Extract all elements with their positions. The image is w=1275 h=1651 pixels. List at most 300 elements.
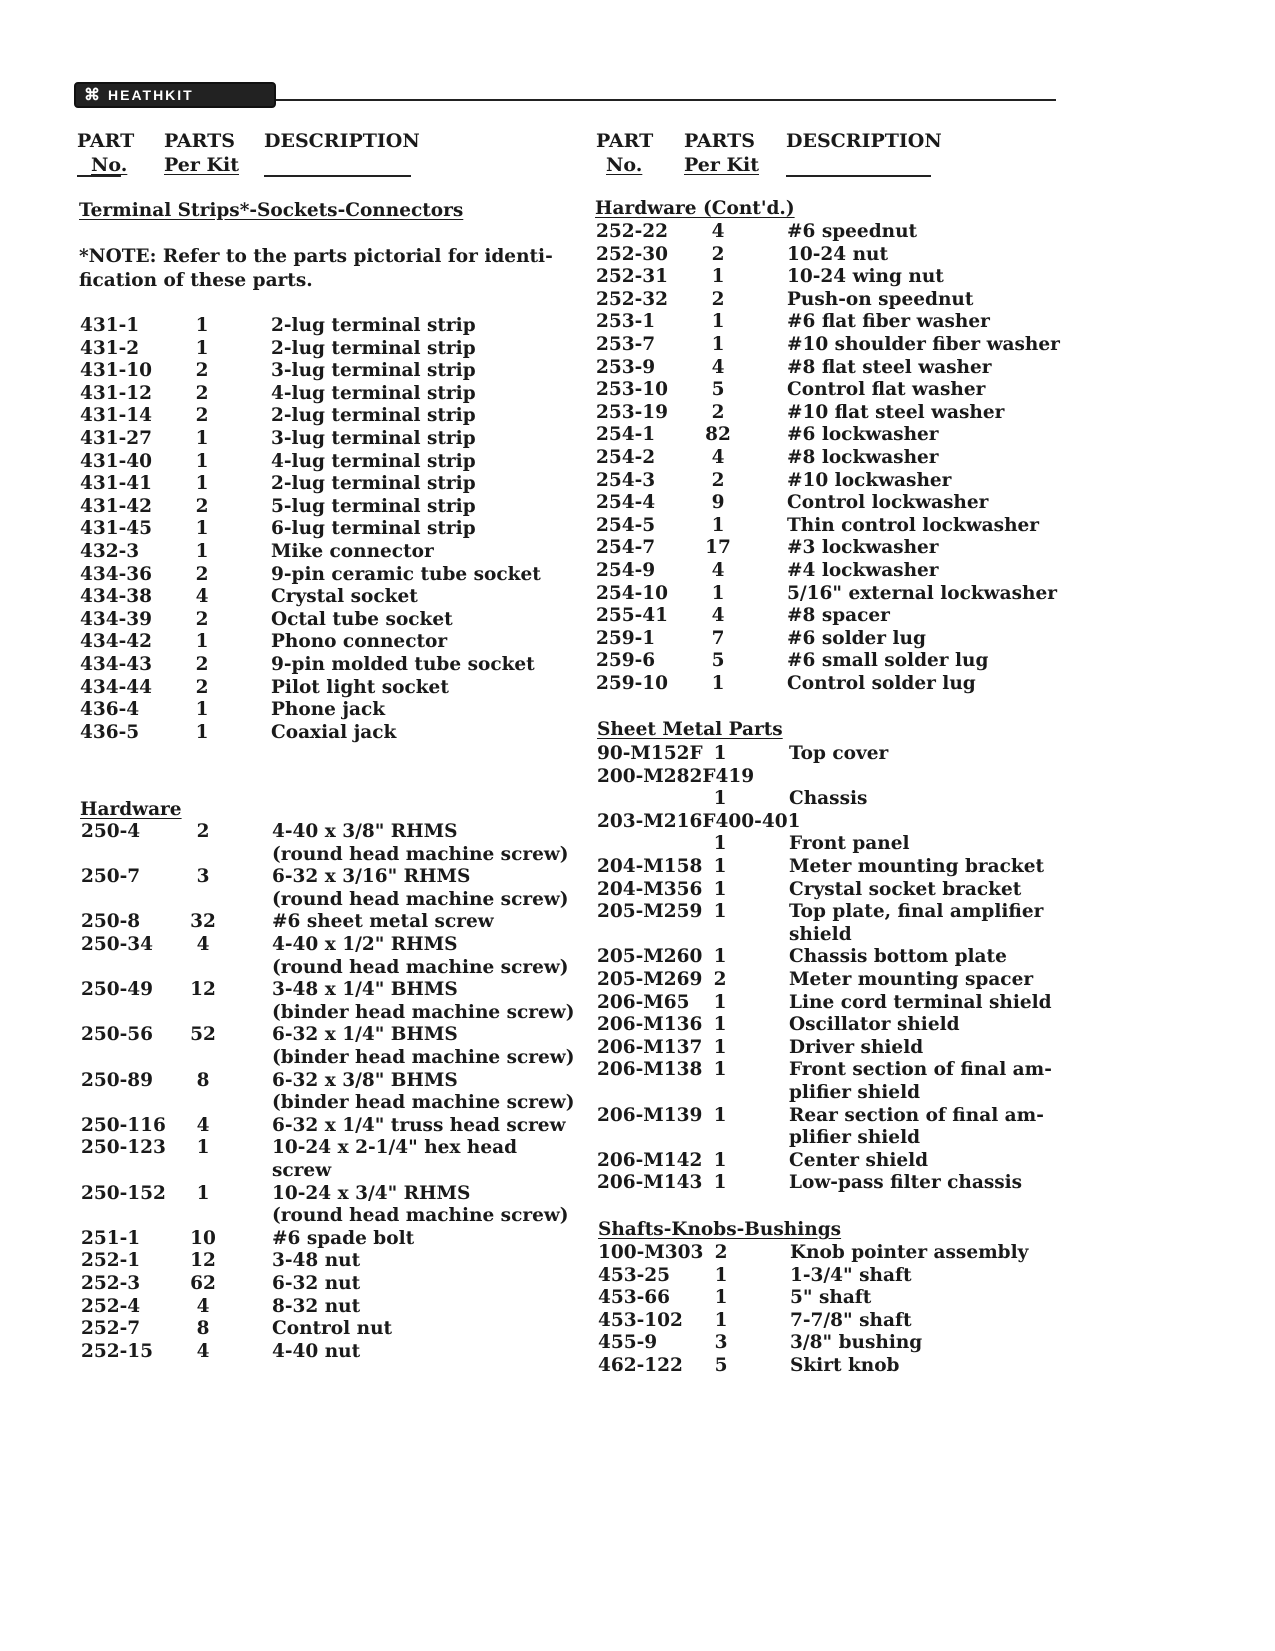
part-description <box>271 451 476 474</box>
header-no-label: No. <box>91 154 128 176</box>
header-parts-per-kit <box>164 129 239 177</box>
part-number: 200-M282F419 <box>597 765 755 787</box>
description-line: 9-pin molded tube socket <box>271 654 535 675</box>
part-description <box>789 1037 923 1060</box>
description-line: 3-lug terminal strip <box>271 360 476 382</box>
description-line: 5-lug terminal strip <box>271 495 476 517</box>
parts-per-kit: 82 <box>705 424 731 446</box>
parts-per-kit: 1 <box>713 1104 727 1126</box>
identification-note <box>79 245 559 293</box>
part-description <box>789 856 1044 879</box>
part-description <box>789 992 1052 1015</box>
description-line: #10 shoulder fiber washer <box>787 334 1060 355</box>
part-number: 253-1 <box>596 311 656 333</box>
parts-per-kit: 4 <box>711 221 725 242</box>
part-description <box>790 1287 871 1310</box>
description-line: plifier shield <box>789 1127 921 1149</box>
description-line: (binder head machine screw) <box>272 1046 575 1068</box>
part-description <box>787 424 939 447</box>
parts-per-kit: 2 <box>711 469 725 491</box>
part-description <box>271 586 418 609</box>
description-line: Chassis bottom plate <box>789 946 1007 968</box>
parts-per-kit: 1 <box>714 1309 728 1331</box>
header-description <box>264 129 420 177</box>
part-description <box>787 650 988 673</box>
part-description <box>790 1310 912 1333</box>
part-number: 203-M216F400-401 <box>597 810 801 832</box>
part-number: 253-10 <box>596 379 669 401</box>
description-line: 1-3/4" shaft <box>790 1264 912 1286</box>
parts-per-kit: 1 <box>713 1036 727 1058</box>
part-description <box>271 541 434 564</box>
part-description <box>789 1172 1022 1195</box>
part-description <box>789 1150 928 1173</box>
parts-per-kit: 1 <box>713 833 727 855</box>
part-description <box>272 979 575 1024</box>
description-line: 7-7/8" shaft <box>790 1309 912 1331</box>
part-description <box>789 833 910 856</box>
parts-per-kit: 1 <box>713 1149 727 1171</box>
description-line: 5/16" external lockwasher <box>787 582 1057 604</box>
part-number: 462-122 <box>598 1355 683 1376</box>
parts-per-kit: 1 <box>713 878 727 900</box>
description-line: #6 sheet metal screw <box>272 911 494 933</box>
description-line: 3/8" bushing <box>790 1332 923 1354</box>
part-number: 250-8 <box>81 911 141 933</box>
parts-per-kit: 7 <box>711 627 725 649</box>
description-line: 9-pin ceramic tube socket <box>271 563 541 585</box>
parts-per-kit: 2 <box>711 288 725 310</box>
part-number: 252-22 <box>596 221 669 242</box>
part-number: 205-M269 <box>597 969 703 990</box>
parts-per-kit: 1 <box>195 428 209 449</box>
description-line: Line cord terminal shield <box>789 991 1052 1013</box>
part-number: 254-7 <box>596 537 656 559</box>
part-number: 254-1 <box>596 424 656 446</box>
parts-per-kit: 4 <box>196 934 210 955</box>
part-description <box>790 1332 922 1355</box>
part-description <box>271 654 535 677</box>
description-line: 3-lug terminal strip <box>271 428 476 449</box>
description-line: #6 solder lug <box>787 627 926 649</box>
part-description <box>272 1024 575 1069</box>
description-line: 6-32 nut <box>272 1273 361 1294</box>
parts-per-kit: 32 <box>190 911 216 933</box>
part-description <box>789 1014 960 1037</box>
part-description <box>790 1242 1028 1265</box>
part-description <box>271 383 476 406</box>
part-number: 90-M152F <box>597 743 703 764</box>
part-number: 206-M137 <box>597 1036 703 1058</box>
parts-per-kit: 1 <box>713 991 727 1013</box>
parts-per-kit: 52 <box>190 1024 216 1046</box>
part-description <box>271 496 476 519</box>
parts-per-kit: 4 <box>711 356 725 378</box>
part-description <box>272 1296 360 1319</box>
part-number: 252-7 <box>81 1318 141 1340</box>
header-underline <box>786 175 931 177</box>
part-number: 250-56 <box>81 1024 154 1046</box>
description-line: (round head machine screw) <box>272 888 569 910</box>
description-line: Chassis <box>789 788 868 810</box>
parts-per-kit: 2 <box>195 382 209 404</box>
description-line: Push-on speednut <box>787 288 974 310</box>
parts-per-kit: 1 <box>711 266 725 288</box>
parts-per-kit: 1 <box>711 334 725 355</box>
part-number: 250-123 <box>81 1137 166 1159</box>
part-description <box>789 879 1021 902</box>
part-description <box>789 788 867 811</box>
description-line: Phone jack <box>271 699 386 721</box>
part-number: 253-7 <box>596 334 656 355</box>
part-number: 432-3 <box>80 541 140 562</box>
section-title-hardware-contd: Hardware (Cont'd.) <box>595 198 795 219</box>
part-description <box>787 244 888 267</box>
part-number: 259-10 <box>596 673 669 694</box>
parts-per-kit: 1 <box>195 315 209 336</box>
parts-per-kit: 1 <box>195 631 209 653</box>
description-line: Front panel <box>789 833 910 855</box>
part-number: 254-2 <box>596 447 656 468</box>
part-description <box>271 564 541 587</box>
description-line: 6-lug terminal strip <box>271 518 476 540</box>
part-description <box>789 946 1007 969</box>
description-line: 6-32 x 3/16" RHMS <box>272 866 471 888</box>
part-number: 250-89 <box>81 1069 154 1091</box>
parts-per-kit: 1 <box>713 946 727 968</box>
part-description <box>272 1228 414 1251</box>
description-line: Control solder lug <box>787 673 976 694</box>
part-description <box>789 1059 1052 1104</box>
part-description <box>787 628 926 651</box>
description-line: 3-48 nut <box>272 1250 361 1272</box>
description-line: 3-48 x 1/4" BHMS <box>272 979 458 1001</box>
header-parts-per-kit-right <box>684 129 759 177</box>
part-description <box>787 402 1004 425</box>
part-number: 434-38 <box>80 586 153 608</box>
part-number: 250-116 <box>81 1114 166 1136</box>
part-description <box>271 631 447 654</box>
part-description <box>789 969 1033 992</box>
parts-per-kit: 4 <box>196 1114 210 1136</box>
description-line: Phono connector <box>271 631 448 653</box>
part-number: 431-10 <box>80 360 153 382</box>
header-part-label: PART <box>596 130 654 152</box>
part-description <box>271 315 476 338</box>
parts-per-kit: 62 <box>190 1273 216 1294</box>
part-number: 253-9 <box>596 356 656 378</box>
part-number: 259-6 <box>596 650 656 672</box>
part-description <box>272 1250 360 1273</box>
header-underline <box>264 175 411 177</box>
parts-per-kit: 2 <box>195 405 209 427</box>
header-description-label: DESCRIPTION <box>264 130 420 152</box>
part-number: 250-152 <box>81 1182 166 1204</box>
part-number: 252-30 <box>596 243 669 265</box>
parts-per-kit: 1 <box>195 721 209 743</box>
part-number: 431-14 <box>80 405 153 427</box>
parts-per-kit: 1 <box>195 699 209 721</box>
parts-per-kit: 1 <box>714 1287 728 1309</box>
description-line: 10-24 x 2-1/4" hex head <box>272 1137 518 1159</box>
description-line: Meter mounting bracket <box>789 856 1045 877</box>
part-description <box>787 447 939 470</box>
parts-per-kit: 1 <box>713 1172 727 1194</box>
part-description <box>272 821 569 866</box>
logo-emblem-icon: ⌘ <box>84 87 102 104</box>
parts-per-kit: 1 <box>713 1059 727 1081</box>
parts-per-kit: 17 <box>705 537 731 559</box>
description-line: 10-24 wing nut <box>787 266 944 288</box>
description-line: 2-lug terminal strip <box>271 337 476 359</box>
parts-per-kit: 4 <box>195 586 209 608</box>
part-number: 431-27 <box>80 428 153 449</box>
description-line: #8 flat steel washer <box>787 356 992 378</box>
part-number: 431-42 <box>80 495 153 517</box>
part-number: 206-M143 <box>597 1172 703 1194</box>
description-line: #6 lockwasher <box>787 424 939 446</box>
description-line: 10-24 nut <box>787 243 889 265</box>
part-number: 434-42 <box>80 631 153 653</box>
part-description <box>271 722 396 745</box>
parts-per-kit: 4 <box>196 1295 210 1317</box>
part-description <box>272 1137 517 1182</box>
part-description <box>787 311 990 334</box>
note-line: fication of these parts. <box>79 270 313 291</box>
part-description <box>272 1273 360 1296</box>
description-line: 4-40 x 1/2" RHMS <box>272 934 458 955</box>
part-description <box>787 470 951 493</box>
header-rule <box>276 99 1056 101</box>
description-line: #4 lockwasher <box>787 560 939 581</box>
part-number: 206-M142 <box>597 1149 703 1171</box>
part-description <box>272 934 569 979</box>
parts-per-kit: 1 <box>196 1137 210 1159</box>
part-number: 434-36 <box>80 563 153 585</box>
parts-per-kit: 1 <box>195 450 209 472</box>
description-line: plifier shield <box>789 1081 921 1103</box>
part-description <box>787 334 1060 357</box>
part-description <box>271 609 453 632</box>
part-number: 453-66 <box>598 1287 671 1309</box>
parts-per-kit: 2 <box>195 608 209 630</box>
part-description <box>787 266 944 289</box>
parts-per-kit: 8 <box>196 1318 210 1340</box>
description-line: Crystal socket bracket <box>789 878 1022 900</box>
description-line: Knob pointer assembly <box>790 1242 1029 1263</box>
description-line: screw <box>272 1159 332 1181</box>
part-number: 453-25 <box>598 1264 671 1286</box>
parts-per-kit: 12 <box>190 979 216 1001</box>
part-number: 455-9 <box>598 1332 658 1354</box>
parts-per-kit: 1 <box>196 1182 210 1204</box>
description-line: Top cover <box>789 743 889 764</box>
part-number: 453-102 <box>598 1309 683 1331</box>
part-number: 206-M136 <box>597 1014 703 1036</box>
part-description <box>787 605 890 628</box>
part-description <box>271 518 476 541</box>
section-title-shafts: Shafts-Knobs-Bushings <box>598 1219 842 1240</box>
parts-per-kit: 4 <box>711 447 725 468</box>
part-number: 252-32 <box>596 288 669 310</box>
header-parts-label: PARTS <box>164 130 235 152</box>
description-line: Mike connector <box>271 541 434 562</box>
description-line: Pilot light socket <box>271 676 449 698</box>
description-line: (round head machine screw) <box>272 843 569 865</box>
part-description <box>789 1105 1044 1150</box>
description-line: 4-40 x 3/8" RHMS <box>272 821 458 842</box>
description-line: 4-lug terminal strip <box>271 382 476 404</box>
heathkit-logo <box>74 82 276 108</box>
part-description <box>787 379 985 402</box>
description-line: 8-32 nut <box>272 1295 361 1317</box>
description-line: (round head machine screw) <box>272 1205 569 1227</box>
header-part-label: PART <box>77 130 135 152</box>
description-line: 4-40 nut <box>272 1340 361 1362</box>
parts-per-kit: 1 <box>195 473 209 495</box>
description-line: #10 flat steel washer <box>787 401 1005 423</box>
header-parts-label: PARTS <box>684 130 755 152</box>
part-description <box>787 583 1057 606</box>
part-number: 252-3 <box>81 1273 141 1294</box>
parts-per-kit: 5 <box>711 379 725 401</box>
parts-per-kit: 2 <box>711 401 725 423</box>
part-number: 431-1 <box>80 315 140 336</box>
part-number: 204-M356 <box>597 878 703 900</box>
description-line: Control nut <box>272 1318 393 1340</box>
part-number: 254-9 <box>596 560 656 581</box>
part-number: 252-15 <box>81 1340 154 1362</box>
description-line: 10-24 x 3/4" RHMS <box>272 1182 471 1204</box>
part-description <box>787 221 917 244</box>
part-description <box>271 360 476 383</box>
part-number: 250-4 <box>81 821 141 842</box>
header-description-right <box>786 129 942 177</box>
header-part-no <box>77 129 134 177</box>
description-line: 4-lug terminal strip <box>271 450 476 472</box>
parts-per-kit: 4 <box>711 560 725 581</box>
part-number: 205-M259 <box>597 901 703 923</box>
part-description <box>790 1355 899 1378</box>
description-line: 2-lug terminal strip <box>271 405 476 427</box>
part-number: 205-M260 <box>597 946 703 968</box>
parts-per-kit: 8 <box>196 1069 210 1091</box>
part-description <box>271 473 476 496</box>
description-line: 6-32 x 1/4" truss head screw <box>272 1114 566 1136</box>
description-line: Meter mounting spacer <box>789 969 1034 990</box>
description-line: Coaxial jack <box>271 721 397 743</box>
description-line: Control lockwasher <box>787 492 989 514</box>
description-line: Control flat washer <box>787 379 986 401</box>
section-title-sheet-metal: Sheet Metal Parts <box>597 719 783 740</box>
part-number: 100-M303 <box>598 1242 704 1263</box>
part-number: 431-45 <box>80 518 153 540</box>
description-line: #8 lockwasher <box>787 447 939 468</box>
part-number: 254-5 <box>596 514 656 536</box>
part-description <box>272 1318 392 1341</box>
parts-per-kit: 2 <box>714 1242 728 1263</box>
parts-per-kit: 1 <box>195 541 209 562</box>
part-number: 434-44 <box>80 676 153 698</box>
parts-per-kit: 9 <box>711 492 725 514</box>
parts-per-kit: 2 <box>711 243 725 265</box>
header-no-label: No. <box>606 154 643 176</box>
description-line: Octal tube socket <box>271 608 453 630</box>
parts-per-kit: 1 <box>713 856 727 877</box>
description-line: 6-32 x 3/8" BHMS <box>272 1069 458 1091</box>
description-line: #8 spacer <box>787 605 890 627</box>
description-line: Low-pass filter chassis <box>789 1172 1023 1194</box>
part-number: 250-34 <box>81 934 154 955</box>
parts-per-kit: 1 <box>711 514 725 536</box>
parts-per-kit: 2 <box>195 495 209 517</box>
part-description <box>787 492 988 515</box>
parts-per-kit: 2 <box>195 654 209 675</box>
parts-per-kit: 1 <box>195 337 209 359</box>
parts-per-kit: 1 <box>713 1014 727 1036</box>
part-description <box>787 515 1039 538</box>
parts-per-kit: 4 <box>711 605 725 627</box>
description-line: #6 speednut <box>787 221 918 242</box>
parts-per-kit: 3 <box>196 866 210 888</box>
part-number: 254-10 <box>596 582 669 604</box>
description-line: shield <box>789 923 852 945</box>
description-line: (round head machine screw) <box>272 956 569 978</box>
parts-per-kit: 1 <box>714 1264 728 1286</box>
part-description <box>787 357 992 380</box>
description-line: Crystal socket <box>271 586 418 608</box>
parts-per-kit: 2 <box>195 676 209 698</box>
part-number: 204-M158 <box>597 856 703 877</box>
description-line: 6-32 x 1/4" BHMS <box>272 1024 458 1046</box>
description-line: Rear section of final am- <box>789 1104 1044 1126</box>
description-line: Thin control lockwasher <box>787 514 1040 536</box>
part-number: 206-M138 <box>597 1059 703 1081</box>
part-number: 434-39 <box>80 608 153 630</box>
part-description <box>787 289 973 312</box>
part-number: 252-1 <box>81 1250 141 1272</box>
parts-per-kit: 1 <box>713 901 727 923</box>
part-number: 251-1 <box>81 1227 141 1249</box>
parts-per-kit: 1 <box>195 518 209 540</box>
part-number: 436-4 <box>80 699 140 721</box>
part-number: 250-7 <box>81 866 141 888</box>
parts-per-kit: 12 <box>190 1250 216 1272</box>
part-number: 254-3 <box>596 469 656 491</box>
part-number: 431-12 <box>80 382 153 404</box>
description-line: #6 flat fiber washer <box>787 311 990 333</box>
section-title-hardware: Hardware <box>80 799 182 820</box>
parts-per-kit: 4 <box>196 1340 210 1362</box>
part-number: 431-40 <box>80 450 153 472</box>
description-line: Top plate, final amplifier <box>789 901 1044 923</box>
description-line: 2-lug terminal strip <box>271 473 476 495</box>
part-description <box>272 1341 360 1364</box>
part-description <box>789 901 1043 946</box>
parts-per-kit: 1 <box>711 582 725 604</box>
description-line: #6 spade bolt <box>272 1227 415 1249</box>
header-description-label: DESCRIPTION <box>786 130 942 152</box>
parts-per-kit: 1 <box>711 673 725 694</box>
description-line: Front section of final am- <box>789 1059 1052 1081</box>
description-line: #3 lockwasher <box>787 537 939 559</box>
description-line: 5" shaft <box>790 1287 872 1309</box>
parts-per-kit: 2 <box>713 969 727 990</box>
logo-text: HEATHKIT <box>108 87 194 103</box>
part-description <box>271 428 476 451</box>
parts-per-kit: 2 <box>196 821 210 842</box>
part-number: 436-5 <box>80 721 140 743</box>
